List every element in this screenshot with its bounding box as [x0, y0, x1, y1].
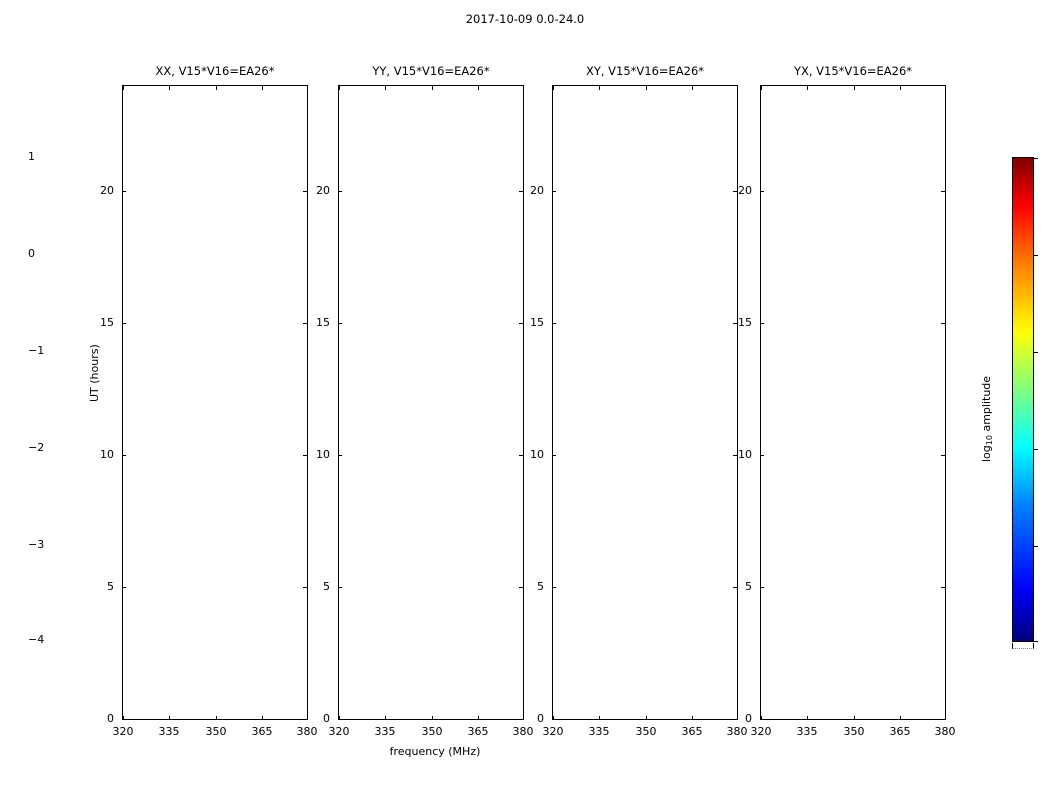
- xtick-label: 350: [421, 725, 443, 738]
- xtick-label: 335: [158, 725, 180, 738]
- figure-suptitle: 2017-10-09 0.0-24.0: [465, 12, 585, 26]
- xtick-label: 320: [328, 725, 350, 738]
- colorbar-tick-label: −3: [28, 538, 45, 551]
- xtick-label: 365: [467, 725, 489, 738]
- xtick-label: 380: [296, 725, 318, 738]
- ytick-label: 15: [100, 316, 114, 329]
- ytick-label: 5: [537, 580, 544, 593]
- ytick-label: 5: [323, 580, 330, 593]
- panel-title-xy: XY, V15*V16=EA26*: [585, 64, 705, 78]
- xtick-label: 350: [205, 725, 227, 738]
- colorbar-label-subscript: 10: [985, 435, 994, 446]
- x-axis-label: frequency (MHz): [389, 745, 481, 758]
- colorbar-label-suffix: amplitude: [980, 375, 993, 436]
- panel-title-xx: XX, V15*V16=EA26*: [155, 64, 275, 78]
- ytick-label: 0: [323, 712, 330, 725]
- xtick-label: 380: [726, 725, 748, 738]
- plot-panel-yx[interactable]: [738, 64, 956, 738]
- ytick-label: 0: [537, 712, 544, 725]
- colorbar-tick-label: −2: [28, 441, 45, 454]
- colorbar-tick-label: 0: [28, 247, 35, 260]
- plot-panel-xx[interactable]: [100, 64, 318, 738]
- xtick-label: 335: [374, 725, 396, 738]
- xtick-label: 365: [251, 725, 273, 738]
- xtick-label: 380: [934, 725, 956, 738]
- xtick-label: 380: [512, 725, 534, 738]
- ytick-label: 5: [107, 580, 114, 593]
- ytick-label: 10: [530, 448, 544, 461]
- ytick-label: 10: [100, 448, 114, 461]
- xtick-label: 365: [889, 725, 911, 738]
- colorbar-tick-label: −4: [28, 633, 45, 646]
- xtick-label: 320: [542, 725, 564, 738]
- ytick-label: 20: [100, 184, 114, 197]
- colorbar: [1012, 157, 1034, 642]
- ytick-label: 10: [738, 448, 752, 461]
- xtick-label: 335: [796, 725, 818, 738]
- colorbar-tick-label: −1: [28, 344, 45, 357]
- ytick-label: 20: [738, 184, 752, 197]
- plot-panel-xy[interactable]: [530, 64, 748, 738]
- y-axis-label: UT (hours): [88, 344, 101, 402]
- panel-title-yx: YX, V15*V16=EA26*: [793, 64, 913, 78]
- ytick-label: 15: [738, 316, 752, 329]
- ytick-label: 20: [530, 184, 544, 197]
- colorbar-under-extension: [1012, 643, 1034, 649]
- panel-title-yy: YY, V15*V16=EA26*: [372, 64, 490, 78]
- colorbar-label-prefix: log: [980, 445, 993, 462]
- ytick-label: 15: [316, 316, 330, 329]
- ytick-label: 0: [745, 712, 752, 725]
- xtick-label: 350: [843, 725, 865, 738]
- xtick-label: 320: [750, 725, 772, 738]
- plot-panel-yy[interactable]: [316, 64, 534, 738]
- ytick-label: 5: [745, 580, 752, 593]
- colorbar-tick-label: 1: [28, 150, 35, 163]
- xtick-label: 365: [681, 725, 703, 738]
- xtick-label: 335: [588, 725, 610, 738]
- ytick-label: 15: [530, 316, 544, 329]
- colorbar-axis-label: [980, 376, 994, 462]
- ytick-label: 10: [316, 448, 330, 461]
- ytick-label: 0: [107, 712, 114, 725]
- xtick-label: 320: [112, 725, 134, 738]
- xtick-label: 350: [635, 725, 657, 738]
- ytick-label: 20: [316, 184, 330, 197]
